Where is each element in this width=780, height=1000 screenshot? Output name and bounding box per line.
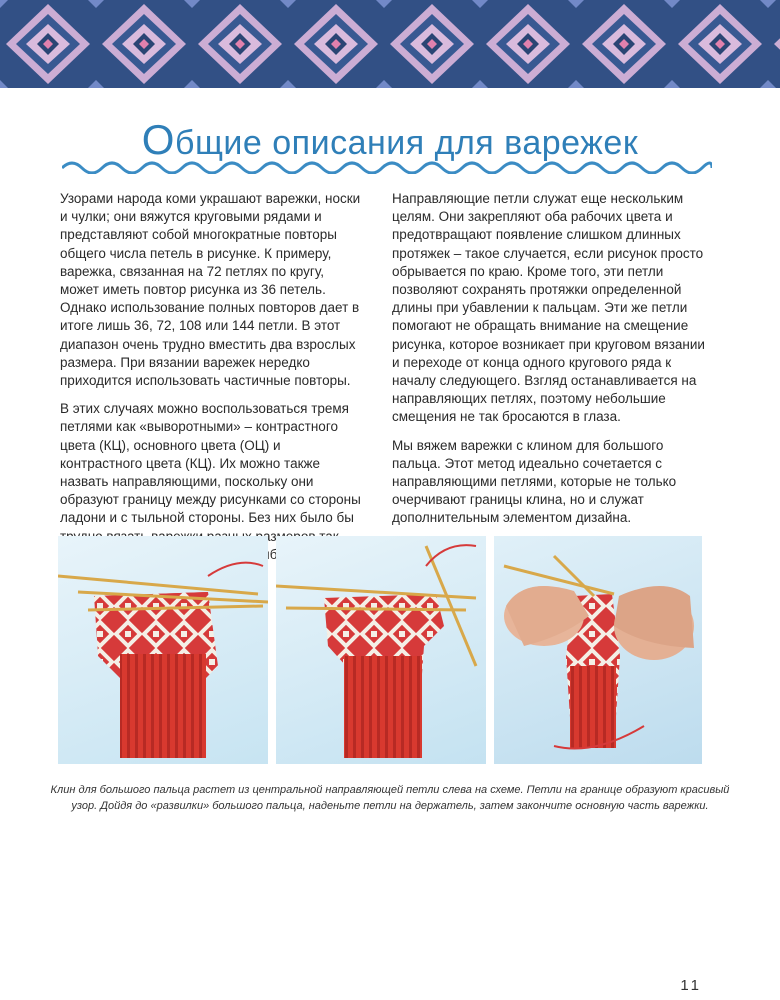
paragraph: В этих случаях можно воспользоваться тремя петлями как «выворотными» – контрастного цвета (КЦ), основного цвета (ОЦ) и контрастного цвета (КЦ). Их можно также назвать направляющими, поскольку они образуют границу между рисунками со стороны ладони и с тыльной стороны. Без них было бы	[60, 401, 361, 526]
mitten-photo-2	[276, 536, 486, 764]
page-title	[0, 116, 780, 164]
right-column	[392, 190, 710, 538]
left-column	[60, 190, 365, 592]
photo-caption: Клин для большого пальца растет из центральной направляющей петли слева на схеме. Петли на границе образуют красивый узор. Дойдя до «развилки» большого пальца, наденьте петли на держатель, затем закончите основную часть варежки.	[50, 784, 730, 812]
paragraph: Направляющие петли служат еще нескольким целям. Они закрепляют оба рабочих цвета и предотвращают появление слишком длинных протяжек – такое случается, если рисунок просто обрывается по краю. Кроме того, эти петли позволяют сохранять протяжки определенной длины при убавлении к пальцам. Эти же петли помогают не обращать внимание на смещение рисунка, которое возникает при круговом вязании и переходе от конца одного кругового ряда к началу следующего. Взгляд останавливается на направляющих петлях, поэтому небольшие смещения не так бросаются в глаза.	[392, 191, 705, 425]
paragraph: Мы вяжем варежки с клином для большого пальца. Этот метод идеально сочетается с направляющими петлями, которые не только очерчивают границы клина, но и служат дополнительным элементом дизайна.	[392, 437, 677, 526]
title-first-letter: О	[141, 116, 175, 163]
banner-knit-pattern	[0, 0, 780, 88]
mitten-photo-3	[494, 536, 702, 764]
wave-divider	[62, 158, 712, 174]
title-rest: бщие описания для варежек	[174, 124, 639, 162]
page-number: 11	[680, 977, 702, 994]
mitten-photo-1	[58, 536, 268, 764]
paragraph: Узорами народа коми украшают варежки, носки и чулки; они вяжутся круговыми рядами и представляют собой многократные повторы общего числа петель в рисунке. К примеру, варежка, связанная на 72 петлях по кругу, может иметь повтор рисунка из 36 петель. Однако использование полных повторов дает в итоге лишь 36, 72, 108 или 144 петли. В этот диапазон очень трудно вместить два взрослых размера. При вязании варежек нередко приходится использовать частичные повторы.	[60, 191, 361, 389]
